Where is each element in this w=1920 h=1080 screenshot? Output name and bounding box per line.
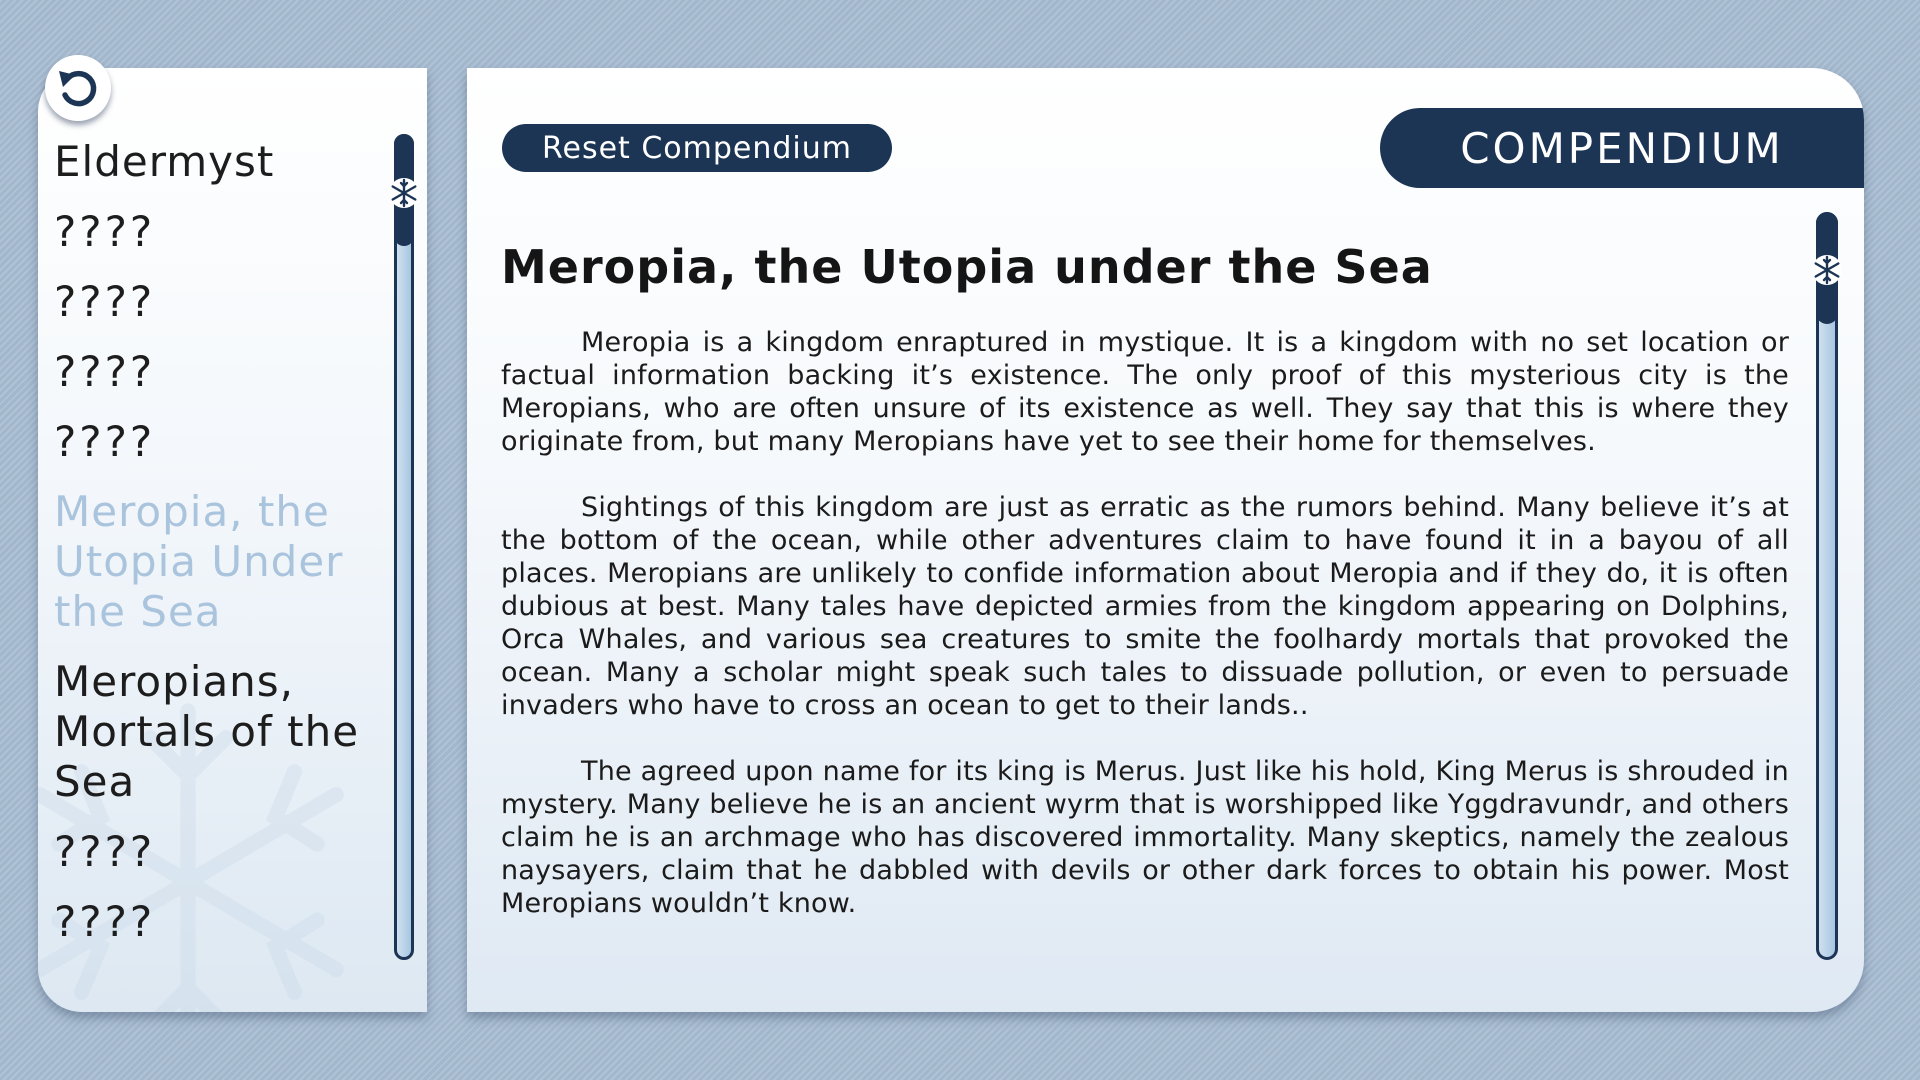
article-panel	[467, 68, 1864, 1012]
entry-item-meropians[interactable]: Meropians, Mortals of the Sea	[54, 657, 360, 806]
reset-compendium-button[interactable]: Reset Compendium	[502, 124, 892, 172]
article-paragraph: The agreed upon name for its king is Merus. Just like his hold, King Merus is shrouded in mystery. Many believe he is an ancient wyrm that is worshipped like Yggdravundr, and others claim he is an archmage who has discovered immortality. Many skeptics, namely the zealous naysayers, claim that he dabbled with devils or other dark forces to obtain his power. Most Meropians wouldn’t know.	[501, 756, 1789, 919]
entry-item-locked[interactable]: ????	[54, 417, 156, 466]
entry-item-locked[interactable]: ????	[54, 827, 156, 876]
article-paragraph: Sightings of this kingdom are just as erratic as the rumors behind. Many believe it’s at the bottom of the ocean, while other adventures claim to have found it in a bayou of all places. Meropians are unlikely to confide information about Meropia and if they do, it is often dubious at best. Many tales have depicted armies from the kingdom appearing on Dolphins, Orca Whales, and various sea creatures to smite the foolhardy mortals that provoked the ocean. Many a scholar might speak such tales to dissuade pollution, or even to persuade invaders who have to cross an ocean to get to their lands..	[501, 492, 1789, 721]
snowflake-icon	[1809, 252, 1845, 288]
article-title: Meropia, the Utopia under the Sea	[501, 240, 1433, 294]
entry-item-locked[interactable]: ????	[54, 277, 156, 326]
entry-item-meropia-selected[interactable]: Meropia, the Utopia Under the Sea	[54, 487, 344, 636]
entry-item-locked[interactable]: ????	[54, 207, 156, 256]
back-button[interactable]	[45, 55, 111, 121]
undo-arrow-icon	[55, 65, 101, 111]
snowflake-icon	[386, 175, 422, 211]
compendium-header-tab: COMPENDIUM	[1380, 108, 1864, 188]
entry-item-eldermyst[interactable]: Eldermyst	[54, 137, 275, 186]
list-scrollbar-track[interactable]	[394, 134, 414, 960]
article-paragraph: Meropia is a kingdom enraptured in mystique. It is a kingdom with no set location or factual information backing it’s existence. The only proof of this mysterious city is the Meropians, who are often unsure of its existence as well. They say that this is where they originate from, but many Meropians have yet to see their home for themselves.	[501, 327, 1789, 457]
article-scrollbar-track[interactable]	[1816, 212, 1838, 960]
article-body	[501, 326, 1789, 953]
entry-item-locked[interactable]: ????	[54, 897, 156, 946]
entry-list	[54, 137, 384, 967]
entry-item-locked[interactable]: ????	[54, 347, 156, 396]
